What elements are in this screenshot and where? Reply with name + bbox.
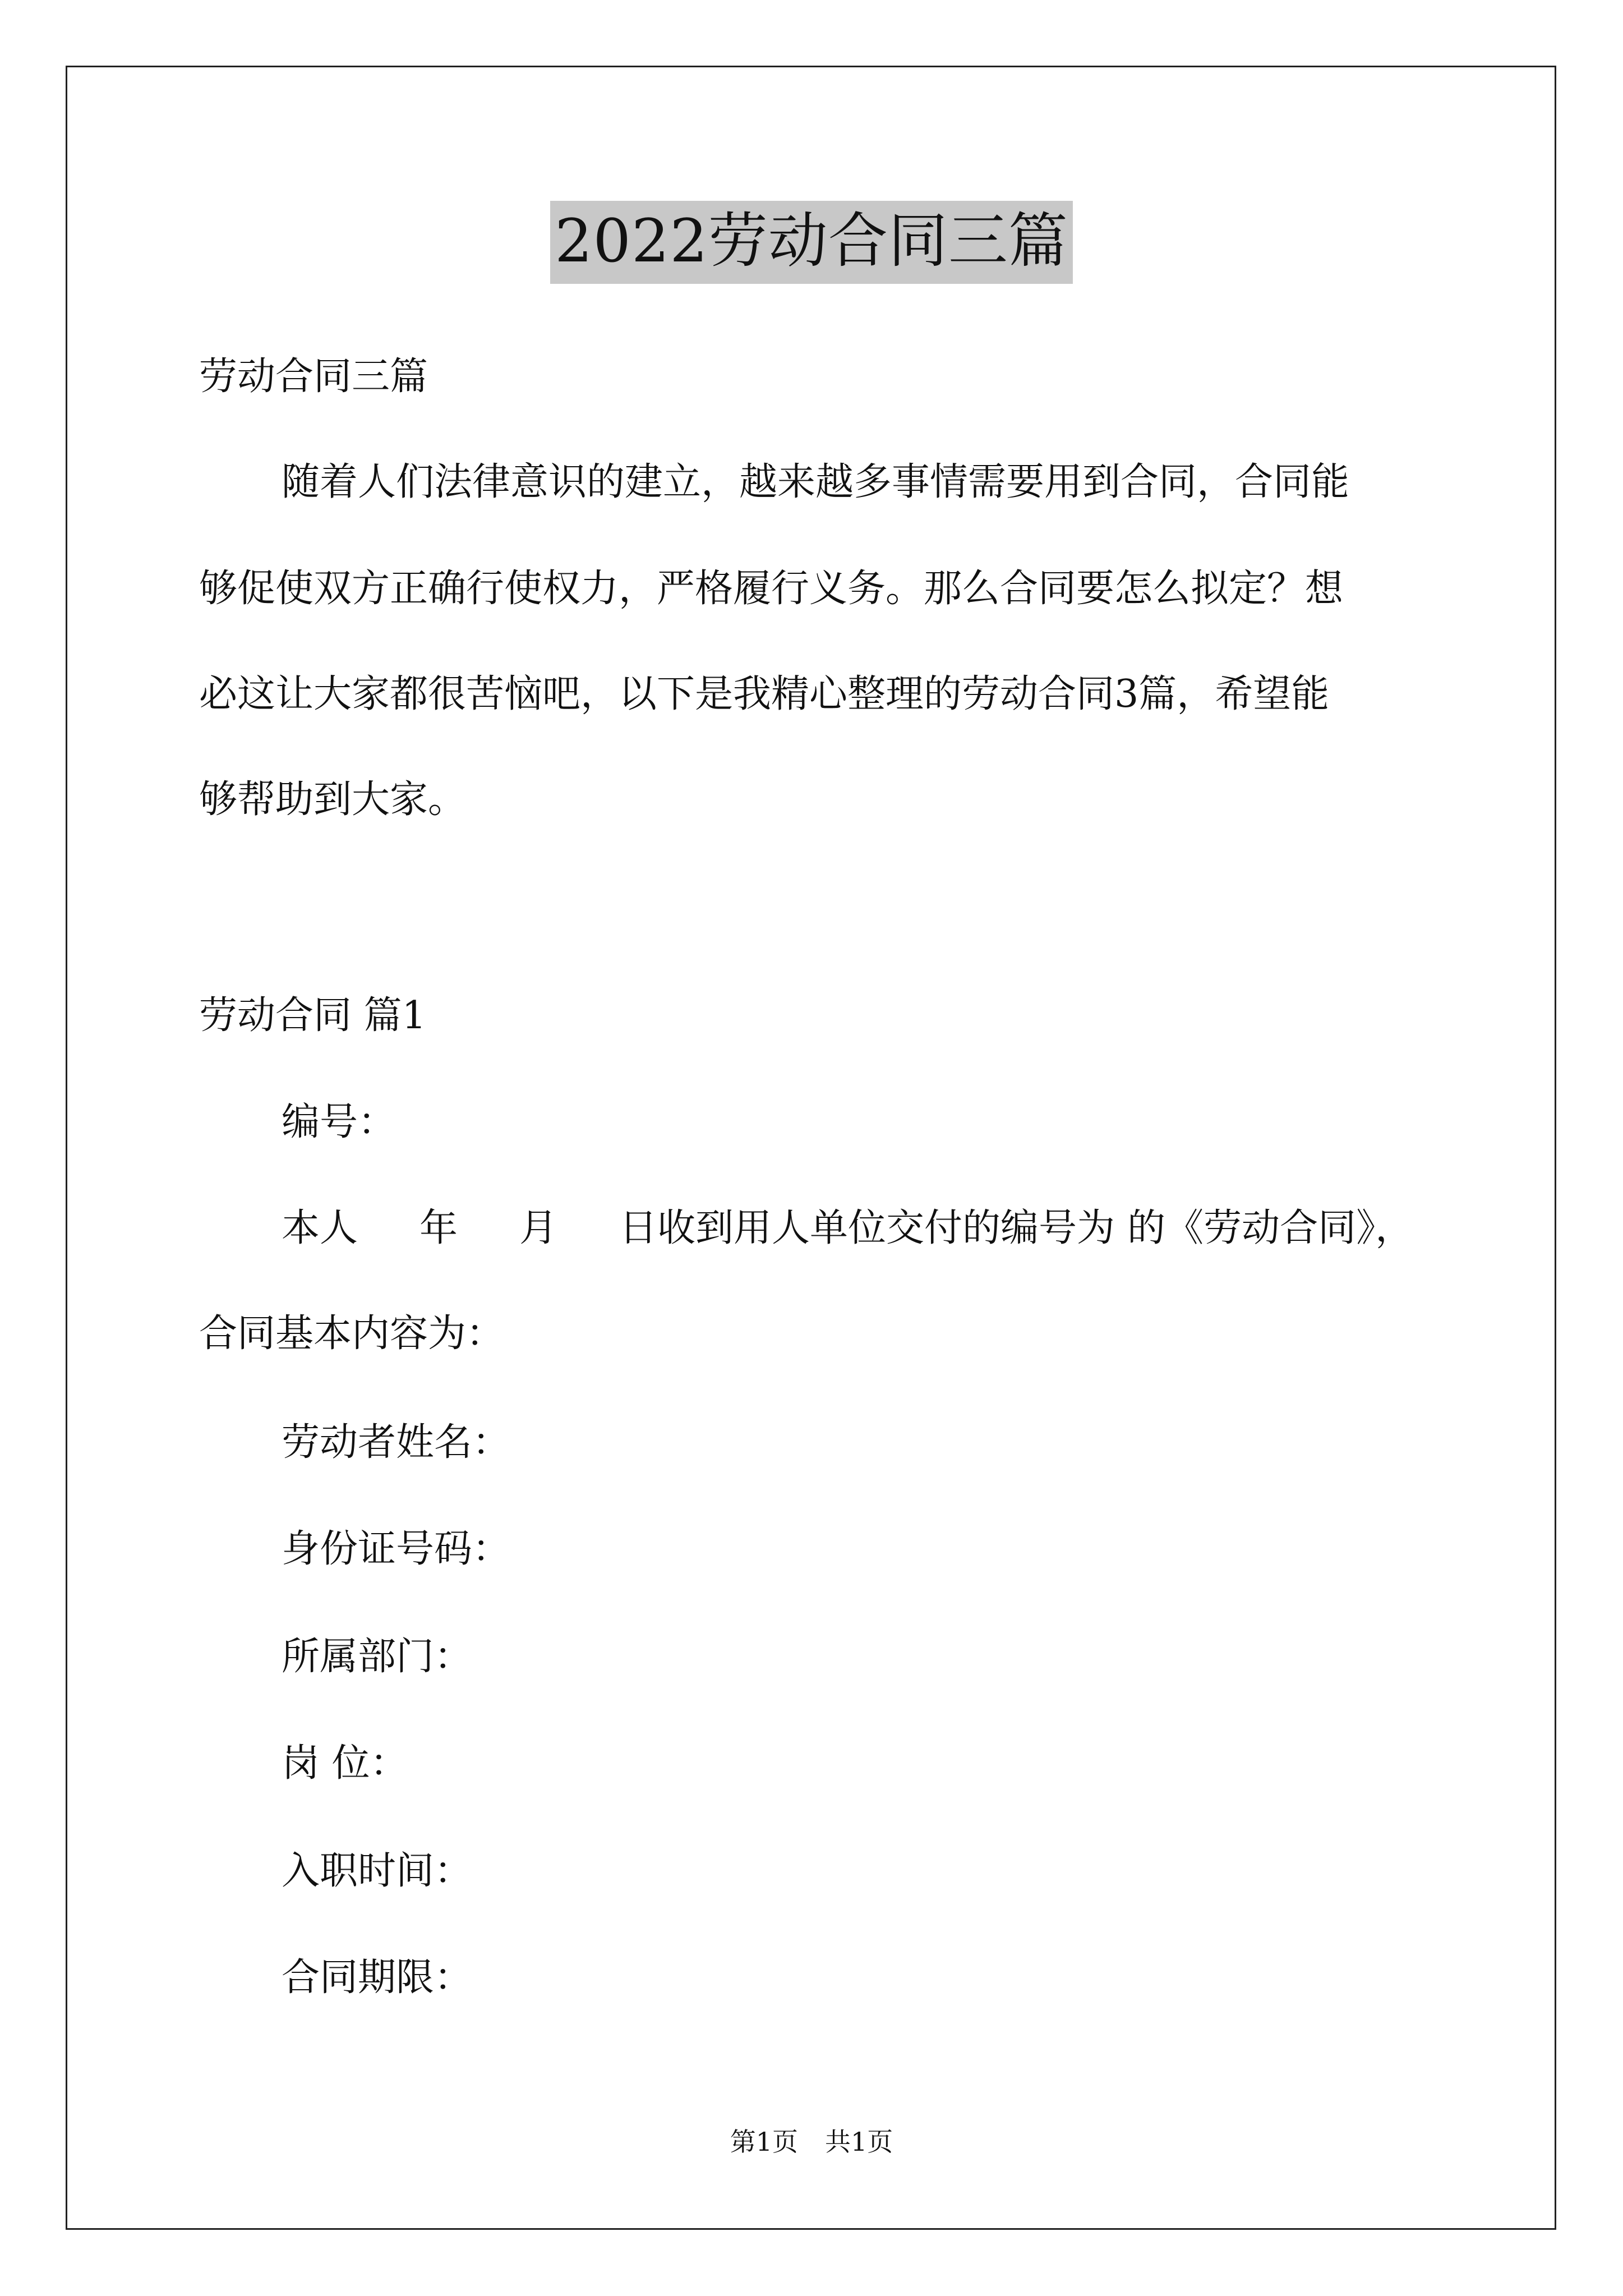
footer-page-total: 共1页: [825, 2127, 893, 2157]
receipt-year: 年: [419, 1206, 458, 1250]
field-id-number: 身份证号码：: [282, 1527, 511, 1571]
intro-line-4: 够帮助到大家。: [199, 777, 467, 822]
field-start-date: 入职时间：: [282, 1849, 473, 1893]
field-department: 所属部门：: [282, 1635, 473, 1679]
receipt-part-2: 日收到用人单位交付的编号为: [619, 1206, 1115, 1250]
field-contract-term: 合同期限：: [282, 1955, 473, 2000]
number-label: 编号：: [282, 1100, 396, 1144]
receipt-month: 月: [519, 1206, 558, 1250]
field-position: 岗 位：: [282, 1741, 408, 1786]
title-container: [0, 201, 1623, 284]
field-worker-name: 劳动者姓名：: [282, 1420, 511, 1465]
receipt-line-1: [282, 1206, 1413, 1251]
document-title: 2022劳动合同三篇: [550, 201, 1073, 284]
footer-page-number: 第1页: [730, 2127, 798, 2157]
receipt-part-1: 本人: [282, 1206, 358, 1250]
intro-line-2: 够促使双方正确行使权力，严格履行义务。那么合同要怎么拟定？想: [199, 567, 1344, 611]
receipt-line-2: 合同基本内容为：: [199, 1312, 505, 1356]
intro-line-3: 必这让大家都很苦恼吧，以下是我精心整理的劳动合同3篇，希望能: [199, 672, 1330, 716]
intro-line-1: 随着人们法律意识的建立，越来越多事情需要用到合同，合同能: [282, 460, 1350, 504]
section-heading: 劳动合同 篇1: [199, 993, 426, 1038]
receipt-part-3: 的《劳动合同》，: [1127, 1206, 1414, 1250]
page-footer: [0, 2125, 1623, 2159]
intro-heading: 劳动合同三篇: [199, 355, 428, 399]
